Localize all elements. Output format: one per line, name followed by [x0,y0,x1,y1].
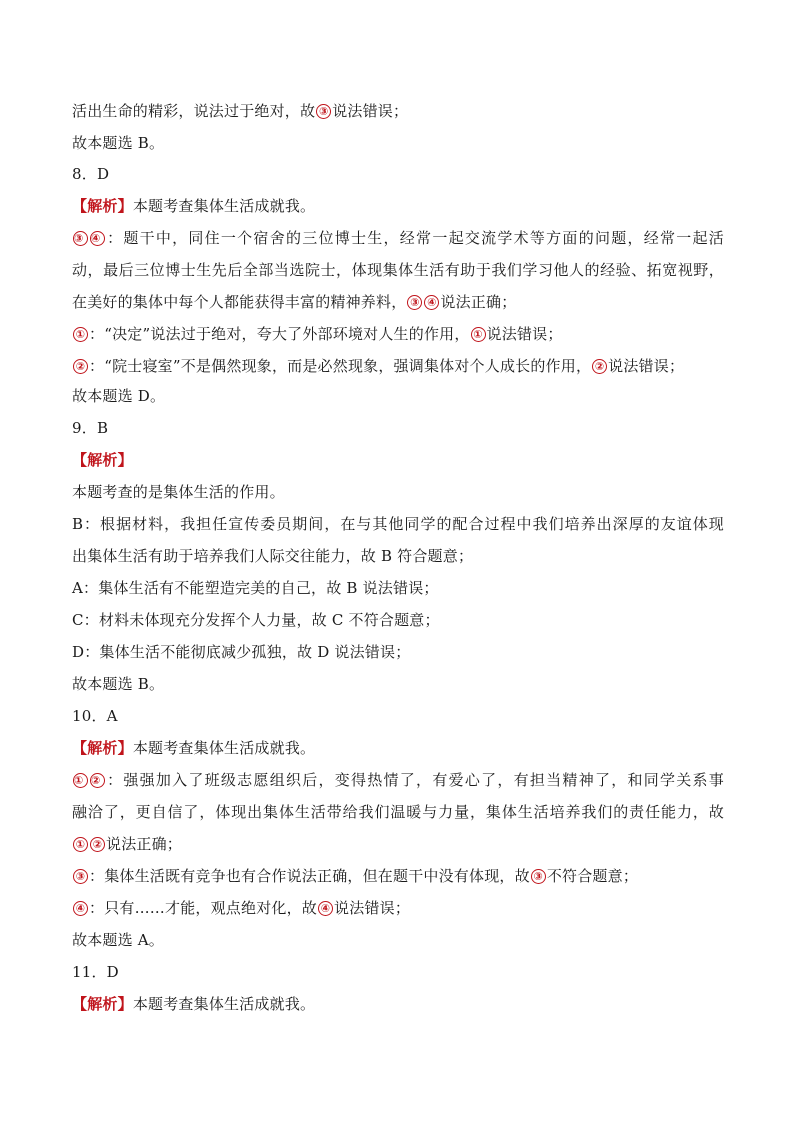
text-line: 融洽了，更自信了，体现出集体生活带给我们温暖与力量，集体生活培养我们的责任能力，故 [72,803,724,821]
text-line: B：根据材料，我担任宣传委员期间，在与其他同学的配合过程中我们培养出深厚的友谊体现 [72,515,724,533]
text-line [72,292,724,312]
circled-number: ③ [73,869,88,884]
circled-number: ③ [531,869,546,884]
circled-number: ① [73,837,88,852]
text-line: 动，最后三位博士生先后全部当选院士，体现集体生活有助于我们学习他人的经验、拓宽视野， [72,261,724,279]
text-line: D：集体生活不能彻底减少孤独，故 D 说法错误； [72,643,411,661]
text: 活出生命的精彩，说法过于绝对，故 [72,102,316,120]
text: ：“院士寝室”不是偶然现象，而是必然现象，强调集体对个人成长的作用， [89,357,592,375]
circled-number: ③ [407,295,422,310]
text-line: 故本题选 A。 [72,931,165,949]
text: 说法错误； [334,899,411,917]
circled-number: ① [471,327,486,342]
text-line: 出集体生活有助于培养我们人际交往能力，故 B 符合题意； [72,547,474,565]
text: 说法正确； [106,835,183,853]
circled-number: ② [90,773,105,788]
circled-number: ② [73,359,88,374]
text: ：题干中，同住一个宿舍的三位博士生，经常一起交流学术等方面的问题，经常一起活 [106,229,724,247]
text: ：强强加入了班级志愿组织后，变得热情了，有爱心了，有担当精神了，和同学关系事 [106,771,724,789]
circled-number: ② [90,837,105,852]
circled-number: ④ [318,901,333,916]
text-line [72,834,724,854]
text-line [72,770,724,790]
question-number: 8．D [72,165,110,183]
text-line: 故本题选 B。 [72,675,165,693]
text: ：只有……才能，观点绝对化，故 [89,899,318,917]
circled-number: ① [73,327,88,342]
text: 说法正确； [440,293,517,311]
analysis-line [72,196,724,216]
circled-number: ④ [90,231,105,246]
circled-number: ① [73,773,88,788]
circled-number: ③ [73,231,88,246]
text-line [72,228,724,248]
circled-number: ④ [424,295,439,310]
circled-number: ④ [73,901,88,916]
analysis-tag: 【解析】 [72,739,133,757]
analysis-line [72,738,724,758]
text: 说法错误； [608,357,685,375]
question-number: 10．A [72,707,118,725]
text-line: 本题考查的是集体生活的作用。 [72,483,285,501]
text-line: 故本题选 B。 [72,134,165,152]
circled-number: ② [592,359,607,374]
text: 不符合题意； [546,867,639,885]
text-line [72,101,724,121]
text-line: 故本题选 D。 [72,387,166,405]
text-line: A：集体生活有不能塑造完美的自己，故 B 说法错误； [72,579,439,597]
question-number: 11．D [72,963,119,981]
text-line: C：材料未体现充分发挥个人力量，故 C 不符合题意； [72,611,440,629]
analysis-tag: 【解析】 [72,451,133,469]
text: 在美好的集体中每个人都能获得丰富的精神养料， [72,293,407,311]
text: 说法错误； [332,102,409,120]
text-line [72,356,724,376]
text: 本题考查集体生活成就我。 [132,197,316,215]
text: 本题考查集体生活成就我。 [132,995,316,1013]
text-line [72,898,724,918]
analysis-tag: 【解析】 [72,995,133,1013]
analysis-line [72,994,724,1014]
text-line [72,866,724,886]
text: 本题考查集体生活成就我。 [132,739,316,757]
circled-number: ③ [316,104,331,119]
analysis-tag: 【解析】 [72,197,133,215]
text: ：集体生活既有竞争也有合作说法正确，但在题干中没有体现，故 [89,867,530,885]
text: ：“决定”说法过于绝对，夸大了外部环境对人生的作用， [89,325,470,343]
text-line [72,324,724,344]
question-number: 9．B [72,419,109,437]
text: 说法错误； [486,325,563,343]
